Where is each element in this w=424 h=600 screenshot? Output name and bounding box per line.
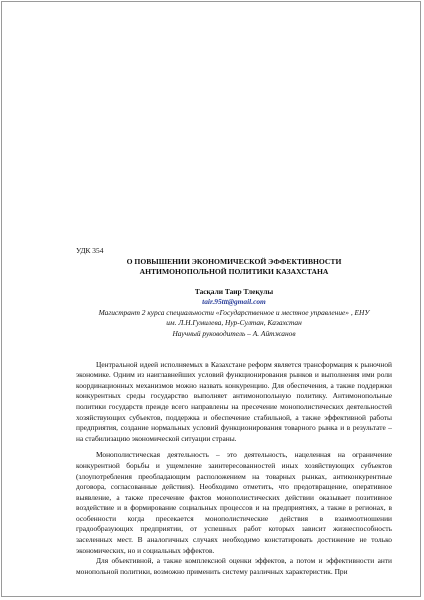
- affiliation-line-2: им. Л.Н.Гумилева, Нур-Султан, Казахстан: [166, 318, 302, 328]
- body-paragraph-3: Для объективной, а также комплексной оценки эффектов, а потом и эффективности анти монопольной политики, возможно применить систему различных характеристик. При: [76, 556, 392, 576]
- body-paragraph-1: Центральной идеей исполняемых в Казахстане реформ является трансформация к рыночной экономике. Одним из наиглавнейших условий функционирования рынков и выполнения ими роли координационных механизмов можно назвать конкуренцию. Для обеспечения, а также поддержки конкурентных среды государство выполняет антимонопольную политику. Антимонопольные политики государств прежде всего направлены на пресечение монополистических деятельностей хозяйствующих субъектов, поддержка и обеспечение стабильной, а также эффективной работы предприятия, создание нормальных условий функционирования товарного рынка и в результате – на стабилизацию экономической ситуации страны.: [76, 359, 392, 443]
- udk-code: УДК 354: [76, 246, 104, 255]
- document-title: [76, 257, 392, 277]
- affiliation-line-1: Магистрант 2 курса специальности «Государственное и местное управление» , ЕНУ: [98, 307, 370, 317]
- document-page: [76, 246, 392, 577]
- affiliation-line-3: Научный руководитель – А. Айтжанов: [172, 328, 296, 338]
- title-line-2: АНТИМОНОПОЛЬНОЙ ПОЛИТИКИ КАЗАХСТАНА: [139, 266, 329, 276]
- document-page-frame: [1, 1, 421, 597]
- spacer: [76, 340, 392, 360]
- author-name: Тасқали Таир Тлеқулы: [194, 286, 274, 296]
- author-affiliation: [76, 308, 392, 340]
- title-line-1: О ПОВЫШЕНИИ ЭКОНОМИЧЕСКОЙ ЭФФЕКТИВНОСТИ: [126, 256, 342, 266]
- author-email-link[interactable]: tair.95ttt@gmail.com: [202, 297, 266, 307]
- body-paragraph-2: Монополистическая деятельность – это деятельность, нацеленная на ограничение конкурентной борьбы и ущемление заинтересованностей иных хозяйствующих субъектов (злоупотребления преобладающим расположением на товарных рынках, антиконкурентные договора, согласованные действия). Необходимо отметить, что предотвращение, оперативное выявление, а также пресечение фактов монополистических действии оказывает позитивное воздействие и в формирование социальных процессов и на предприятиях, а также в регионах, в особенности когда пресекается монополистические действия в взаимоотношении градообразующих предприятии, от успешных работ которых зависит жизнеспособность заселенных мест. В аналогичных случаях необходимо констатировать достижение не только экономических, но и социальных эффектов.: [76, 450, 392, 555]
